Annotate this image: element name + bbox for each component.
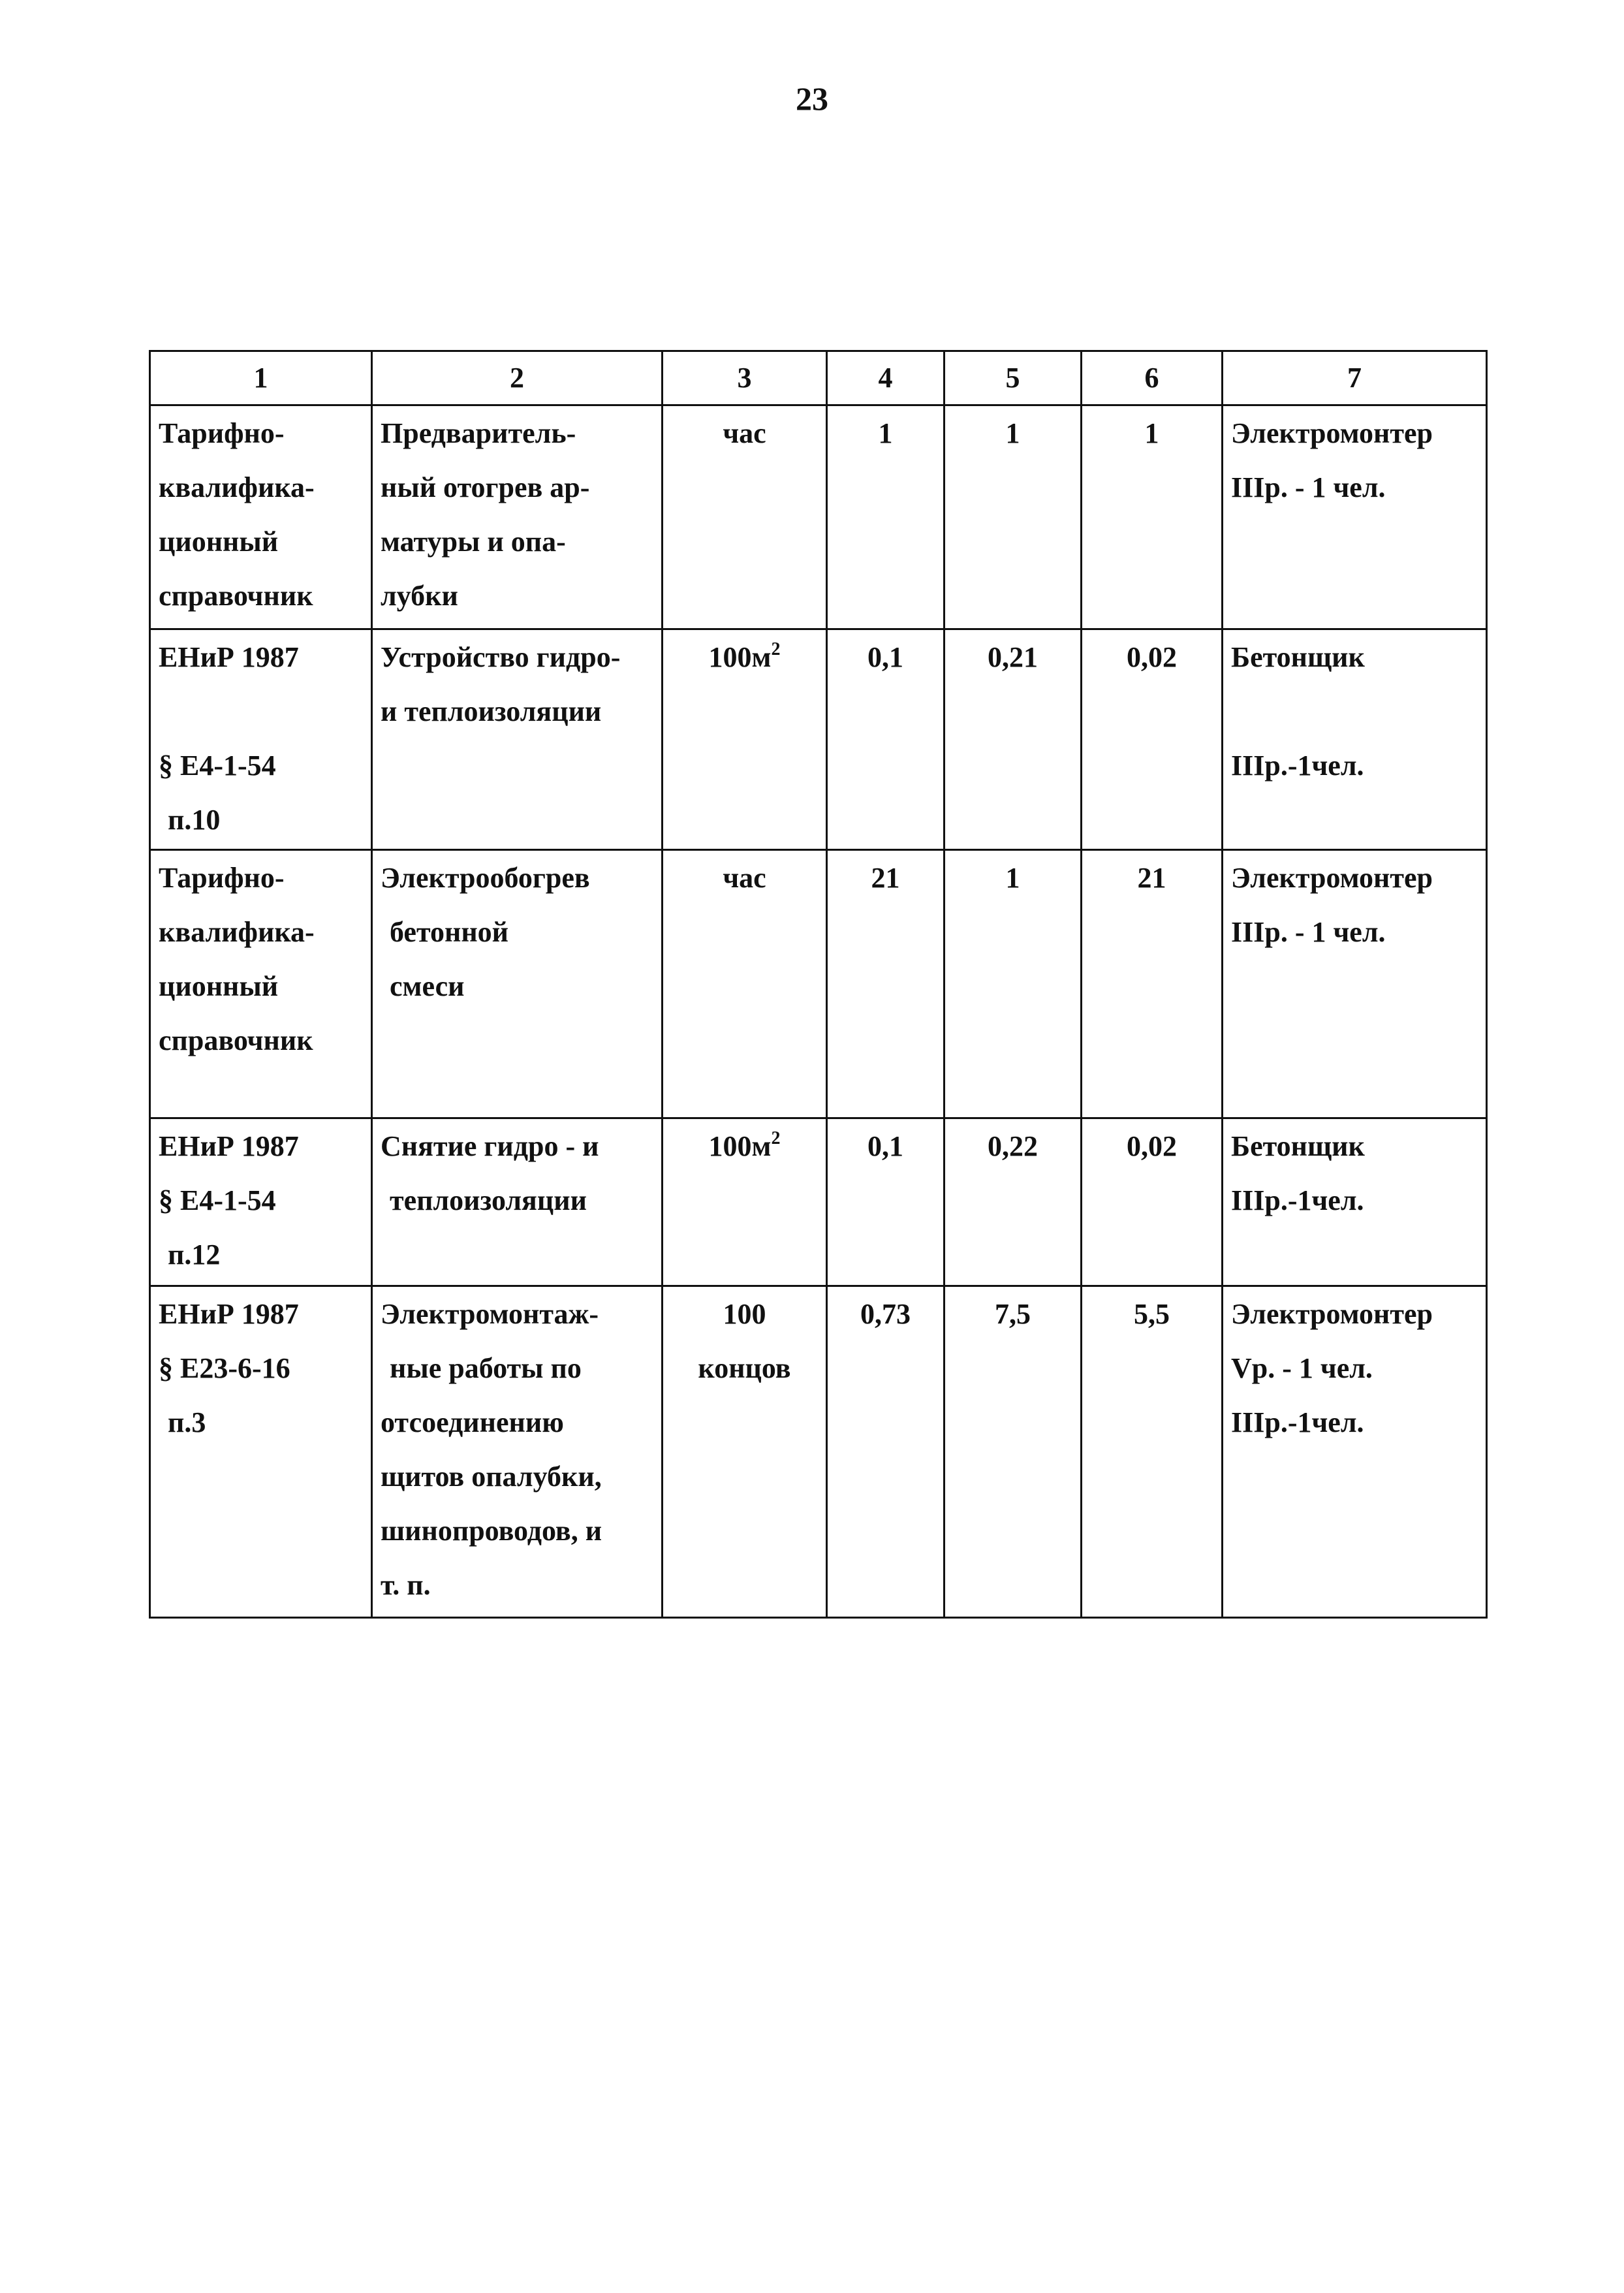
text-line: Устройство гидро-	[381, 641, 621, 673]
value-cell: 0,02	[1082, 1118, 1223, 1286]
text-line: ЕНиР 1987	[159, 641, 299, 673]
text-line: п.3	[168, 1406, 206, 1438]
text-line: Предваритель-	[381, 417, 576, 449]
column-header: 1	[150, 351, 372, 405]
column-header: 4	[827, 351, 945, 405]
text-line: бетонной	[390, 916, 509, 948]
text-line: отсоединению	[381, 1406, 564, 1438]
text-line: ный отогрев ар-	[381, 471, 590, 503]
table-row	[150, 405, 1487, 629]
text-line	[671, 630, 818, 684]
text-line: ЕНиР 1987	[159, 1298, 299, 1330]
text-line: IIIр.-1чел.	[1231, 1184, 1364, 1216]
text-line: IIIр. - 1 чел.	[1231, 916, 1386, 948]
column-header: 3	[663, 351, 827, 405]
value-cell: 21	[827, 850, 945, 1118]
value-cell: 0,73	[827, 1286, 945, 1618]
text-line: квалифика-	[159, 471, 315, 503]
text-line: т. п.	[381, 1569, 431, 1601]
text-line: смеси	[390, 970, 465, 1002]
source-cell	[150, 405, 372, 629]
text-line: ЕНиР 1987	[159, 1130, 299, 1162]
text-line: матуры и опа-	[381, 526, 566, 558]
source-cell	[150, 1286, 372, 1618]
value-cell: 0,02	[1082, 629, 1223, 850]
text-line: § Е4-1-54	[159, 1184, 276, 1216]
text-line: шинопроводов, и	[381, 1515, 602, 1547]
table-row	[150, 1118, 1487, 1286]
value-cell: 1	[945, 405, 1082, 629]
text-line: справочник	[159, 580, 313, 612]
text-line: Снятие гидро - и	[381, 1130, 599, 1162]
staff-cell	[1223, 1118, 1487, 1286]
text-line: § Е23-6-16	[159, 1352, 290, 1384]
blank-line	[159, 684, 363, 738]
text-line: Бетонщик	[1231, 1130, 1365, 1162]
unit-cell	[663, 405, 827, 629]
text-line: 100	[723, 1298, 766, 1330]
text-line: Vр. - 1 чел.	[1231, 1352, 1373, 1384]
unit-cell	[663, 629, 827, 850]
value-cell: 1	[827, 405, 945, 629]
text-line: Электрообогрев	[381, 862, 590, 894]
work-description-cell	[372, 1286, 663, 1618]
value-cell: 0,1	[827, 629, 945, 850]
text-line: квалифика-	[159, 916, 315, 948]
unit-cell	[663, 850, 827, 1118]
text-line: час	[723, 862, 766, 894]
source-cell	[150, 850, 372, 1118]
value-cell: 1	[1082, 405, 1223, 629]
text-line: Бетонщик	[1231, 641, 1365, 673]
blank-line	[1231, 684, 1478, 738]
column-header: 5	[945, 351, 1082, 405]
staff-cell	[1223, 629, 1487, 850]
work-description-cell	[372, 850, 663, 1118]
text-line	[671, 1119, 818, 1173]
value-cell: 1	[945, 850, 1082, 1118]
table-row	[150, 629, 1487, 850]
table-row	[150, 1286, 1487, 1618]
text-line: IIIр.-1чел.	[1231, 1406, 1364, 1438]
table-header-row	[150, 351, 1487, 405]
work-description-cell	[372, 629, 663, 850]
norms-table	[149, 350, 1488, 1619]
column-header: 6	[1082, 351, 1223, 405]
text-line: Тарифно-	[159, 862, 285, 894]
column-header: 2	[372, 351, 663, 405]
unit-superscript: 2	[771, 639, 781, 659]
text-line: концов	[698, 1352, 791, 1384]
staff-cell	[1223, 850, 1487, 1118]
text-line: Тарифно-	[159, 417, 285, 449]
source-cell	[150, 1118, 372, 1286]
text-line: ционный	[159, 526, 279, 558]
text-line: Электромонтер	[1231, 862, 1433, 894]
unit-base: 100м	[708, 641, 772, 673]
value-cell: 7,5	[945, 1286, 1082, 1618]
text-line: и теплоизоляции	[381, 695, 602, 727]
page-number: 23	[796, 80, 828, 117]
unit-base: 100м	[708, 1130, 772, 1162]
work-description-cell	[372, 405, 663, 629]
unit-cell	[663, 1118, 827, 1286]
work-description-cell	[372, 1118, 663, 1286]
text-line: Электромонтаж-	[381, 1298, 599, 1330]
table-row	[150, 850, 1487, 1118]
column-header: 7	[1223, 351, 1487, 405]
value-cell: 21	[1082, 850, 1223, 1118]
text-line: справочник	[159, 1024, 313, 1056]
value-cell: 0,21	[945, 629, 1082, 850]
unit-cell	[663, 1286, 827, 1618]
text-line: лубки	[381, 580, 458, 612]
source-cell	[150, 629, 372, 850]
text-line: ные работы по	[390, 1352, 582, 1384]
value-cell: 5,5	[1082, 1286, 1223, 1618]
staff-cell	[1223, 1286, 1487, 1618]
text-line: ционный	[159, 970, 279, 1002]
text-line: Электромонтер	[1231, 1298, 1433, 1330]
text-line: IIIр.-1чел.	[1231, 750, 1364, 782]
text-line: Электромонтер	[1231, 417, 1433, 449]
text-line: п.10	[168, 804, 221, 836]
staff-cell	[1223, 405, 1487, 629]
text-line: IIIр. - 1 чел.	[1231, 471, 1386, 503]
value-cell: 0,22	[945, 1118, 1082, 1286]
unit-superscript: 2	[771, 1128, 781, 1148]
value-cell: 0,1	[827, 1118, 945, 1286]
text-line: п.12	[168, 1239, 221, 1271]
text-line: час	[723, 417, 766, 449]
text-line: теплоизоляции	[390, 1184, 587, 1216]
text-line: щитов опалубки,	[381, 1461, 602, 1493]
text-line: § Е4-1-54	[159, 750, 276, 782]
